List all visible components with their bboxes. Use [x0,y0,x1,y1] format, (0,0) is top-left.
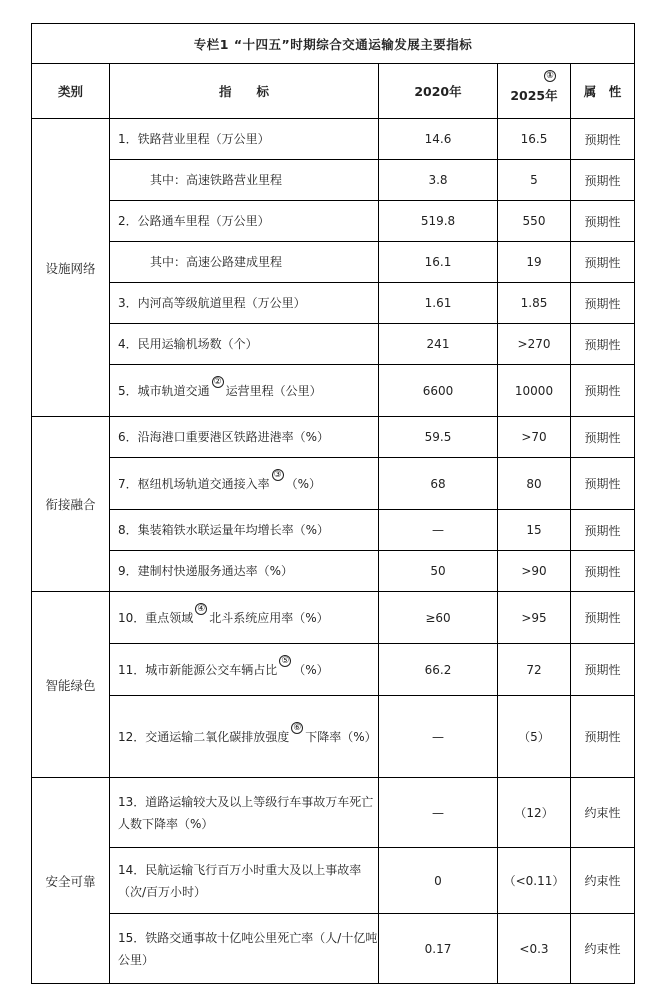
attribute-cell: 预期性 [571,644,635,696]
value-2020: 68 [379,458,498,510]
value-2020: ≥60 [379,592,498,644]
table-row [32,417,635,458]
indicator-text: 北斗系统应用率（%） [209,610,329,625]
indicator-cell [110,365,379,417]
indicators-table [31,23,635,984]
indicator-text: （%） [293,662,329,677]
footnote-marker: ① [544,70,556,82]
footnote-marker: ⑤ [281,655,290,666]
table-row [32,160,635,201]
indicator-cell: 4．民用运输机场数（个） [110,324,379,365]
table-row [32,365,635,417]
indicator-text: 5．城市轨道交通 [118,383,210,398]
table-row [32,592,635,644]
attribute-cell: 预期性 [571,696,635,778]
indicator-cell: 8．集装箱铁水联运量年均增长率（%） [110,510,379,551]
value-2025: （<0.11） [498,848,571,914]
category-cell: 设施网络 [32,119,110,417]
indicator-cell: 14．民航运输飞行百万小时重大及以上事故率（次/百万小时） [110,848,379,914]
header-attribute: 属 性 [571,64,635,119]
value-2020: 1.61 [379,283,498,324]
value-2020: — [379,510,498,551]
indicator-cell: 13．道路运输较大及以上等级行车事故万车死亡人数下降率（%） [110,778,379,848]
indicator-text: 10．重点领域 [118,610,194,625]
indicator-cell: 15．铁路交通事故十亿吨公里死亡率（人/十亿吨公里） [110,914,379,984]
attribute-cell: 预期性 [571,551,635,592]
attribute-cell: 约束性 [571,914,635,984]
value-2020: 3.8 [379,160,498,201]
value-2025: 1.85 [498,283,571,324]
value-2020: 16.1 [379,242,498,283]
indicator-cell: 其中：高速铁路营业里程 [110,160,379,201]
value-2025: 5 [498,160,571,201]
table-row [32,778,635,848]
indicator-text: （%） [285,476,322,491]
category-cell: 衔接融合 [32,417,110,592]
indicator-text: 11．城市新能源公交车辆占比 [118,662,278,677]
value-2025: 80 [498,458,571,510]
value-2025: （5） [498,696,571,778]
indicator-cell: 其中：高速公路建成里程 [110,242,379,283]
indicator-cell: 3．内河高等级航道里程（万公里） [110,283,379,324]
header-category: 类别 [32,64,110,119]
value-2025: <0.3 [498,914,571,984]
header-indicator: 指 标 [110,64,379,119]
table-row [32,242,635,283]
header-2025 [498,64,571,119]
attribute-cell: 预期性 [571,510,635,551]
value-2020: 14.6 [379,119,498,160]
attribute-cell: 预期性 [571,119,635,160]
footnote-marker: ② [213,376,222,387]
attribute-cell: 预期性 [571,201,635,242]
table-row [32,914,635,984]
table-row [32,551,635,592]
value-2020: 6600 [379,365,498,417]
indicator-cell: 1．铁路营业里程（万公里） [110,119,379,160]
value-2020: 66.2 [379,644,498,696]
value-2025: 10000 [498,365,571,417]
attribute-cell: 约束性 [571,848,635,914]
attribute-cell: 预期性 [571,283,635,324]
value-2025: >90 [498,551,571,592]
table-row [32,201,635,242]
value-2020: — [379,696,498,778]
table-row [32,510,635,551]
value-2025: 19 [498,242,571,283]
value-2020: 241 [379,324,498,365]
category-cell: 安全可靠 [32,778,110,984]
value-2025: 16.5 [498,119,571,160]
attribute-cell: 预期性 [571,365,635,417]
attribute-cell: 预期性 [571,324,635,365]
indicator-text: 下降率（%） [305,729,377,744]
attribute-cell: 约束性 [571,778,635,848]
header-2025-label: 2025年 [510,88,558,103]
value-2020: 50 [379,551,498,592]
table-row [32,119,635,160]
table-row [32,848,635,914]
indicator-cell: 9．建制村快递服务通达率（%） [110,551,379,592]
header-2020: 2020年 [379,64,498,119]
table-row [32,324,635,365]
value-2020: 0 [379,848,498,914]
value-2025: （12） [498,778,571,848]
value-2020: — [379,778,498,848]
table-row [32,458,635,510]
header-row [32,64,635,119]
footnote-marker: ④ [197,603,206,614]
indicator-cell: 6．沿海港口重要港区铁路进港率（%） [110,417,379,458]
footnote-marker: ⑥ [293,722,302,733]
value-2025: 72 [498,644,571,696]
indicator-text: 7．枢纽机场轨道交通接入率 [118,476,270,491]
indicator-cell [110,644,379,696]
attribute-cell: 预期性 [571,458,635,510]
attribute-cell: 预期性 [571,160,635,201]
table-row [32,283,635,324]
attribute-cell: 预期性 [571,592,635,644]
value-2020: 59.5 [379,417,498,458]
attribute-cell: 预期性 [571,242,635,283]
value-2020: 0.17 [379,914,498,984]
value-2025: >70 [498,417,571,458]
attribute-cell: 预期性 [571,417,635,458]
value-2025: >270 [498,324,571,365]
value-2025: 15 [498,510,571,551]
indicator-text: 12．交通运输二氧化碳排放强度 [118,729,290,744]
indicator-cell [110,458,379,510]
value-2025: 550 [498,201,571,242]
value-2025: >95 [498,592,571,644]
value-2020: 519.8 [379,201,498,242]
table-title: 专栏1 “十四五”时期综合交通运输发展主要指标 [32,24,635,64]
indicator-cell [110,696,379,778]
indicator-text: 运营里程（公里） [225,383,322,398]
table-row [32,644,635,696]
footnote-marker: ③ [273,469,282,480]
table-row [32,696,635,778]
category-cell: 智能绿色 [32,592,110,778]
indicator-cell [110,592,379,644]
indicator-cell: 2．公路通车里程（万公里） [110,201,379,242]
